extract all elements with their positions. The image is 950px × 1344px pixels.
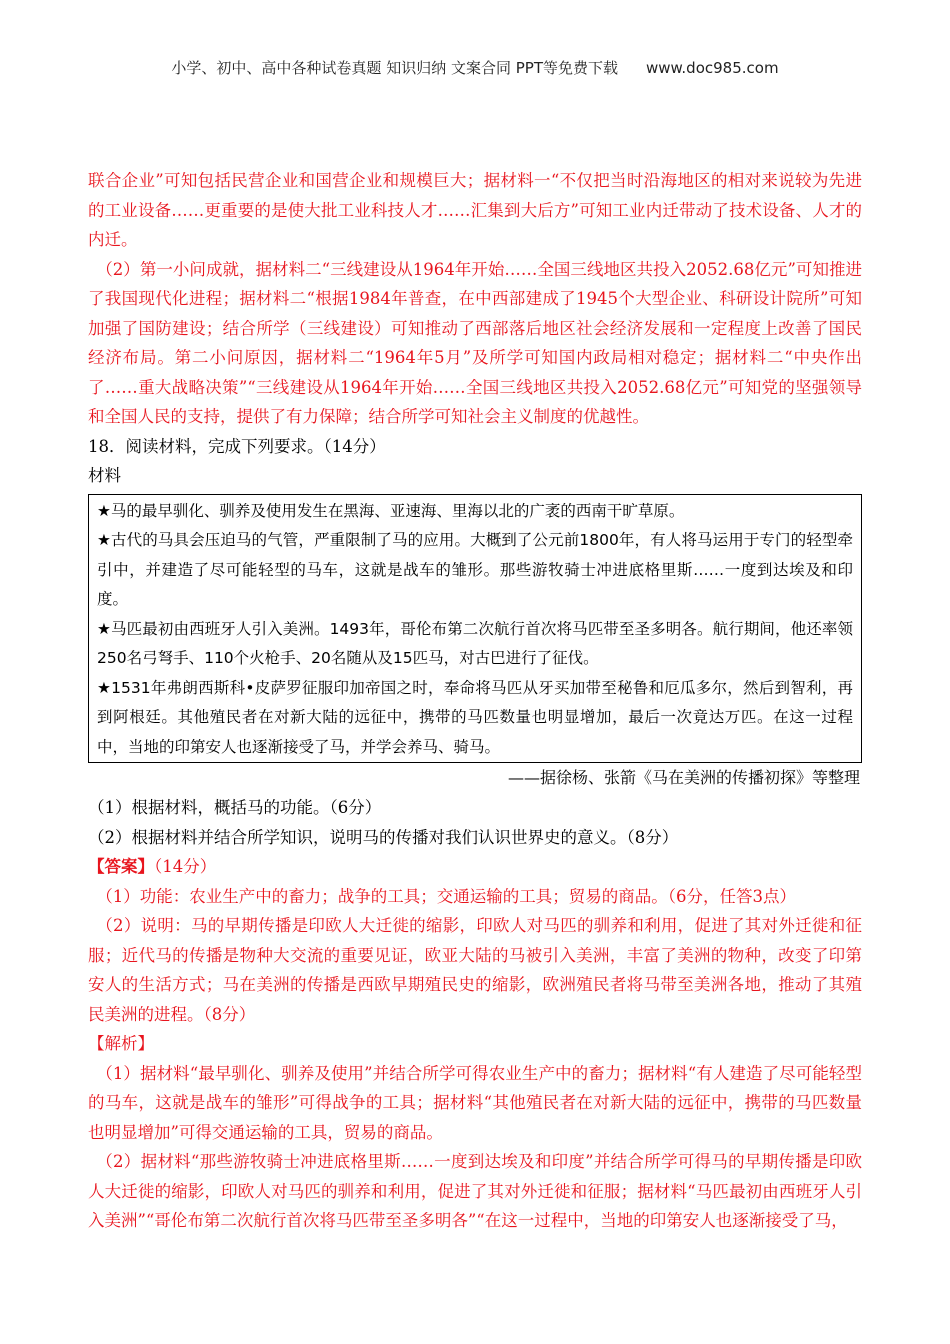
- header-text: 小学、初中、高中各种试卷真题 知识归纳 文案合同 PPT等免费下载: [171, 59, 618, 77]
- material-box: [88, 494, 862, 764]
- sub-question-2: （2）根据材料并结合所学知识，说明马的传播对我们认识世界史的意义。（8分）: [88, 827, 679, 847]
- analysis-header: [88, 1029, 862, 1059]
- answer-1: （1）功能：农业生产中的畜力；战争的工具；交通运输的工具；贸易的商品。（6分，任答3点）: [96, 886, 796, 906]
- material-label: 材料: [88, 466, 121, 485]
- page-header: [0, 57, 950, 78]
- material-item: ★古代的马具会压迫马的气管，严重限制了马的应用。大概到了公元前1800年，有人将马运用于专门的轻型牵引中，并建造了尽可能轻型的马车，这就是战车的雏形。那些游牧骑士冲进底格里斯……一度到达埃及和印度。: [97, 531, 853, 608]
- prev-answer-para2: （2）第一小问成就，据材料二“三线建设从1964年开始……全国三线地区共投入2052.68亿元”可知推进了我国现代化进程；据材料二“根据1984年普查，在中西部建成了1945个大型企业、科研设计院所”可知加强了国防建设；结合所学（三线建设）可知推动了西部落后地区社会经济发展和一定程度上改善了国民经济布局。第二小问原因，据材料二“1964年5月”及所学可知国内政局相对稳定；据材料二“中央作出了……重大战略决策”“三线建设从1964年开始……全国三线地区共投入2052.68亿元”可知党的坚强领导和全国人民的支持，提供了有力保障；结合所学可知社会主义制度的优越性。: [88, 259, 862, 426]
- material-item: ★1531年弗朗西斯科•皮萨罗征服印加帝国之时，奉命将马匹从牙买加带至秘鲁和厄瓜多尔，然后到智利，再到阿根廷。其他殖民者在对新大陆的远征中，携带的马匹数量也明显增加，最后一次竟达万匹。在这一过程中，当地的印第安人也逐渐接受了马，并学会养马、骑马。: [97, 678, 853, 756]
- material-item: ★马匹最初由西班牙人引入美洲。1493年，哥伦布第二次航行首次将马匹带至圣多明各。航行期间，他还率领250名弓弩手、110个火枪手、20名随从及15匹马，对古巴进行了征伐。: [97, 619, 853, 667]
- page-content: [88, 166, 862, 1236]
- material-item: ★马的最早驯化、驯养及使用发生在黑海、亚速海、里海以北的广袤的西南干旷草原。: [97, 501, 685, 520]
- question-18-stem: 18．阅读材料，完成下列要求。（14分）: [88, 436, 386, 456]
- sub-question-1: （1）根据材料，概括马的功能。（6分）: [88, 798, 382, 817]
- prev-answer-para1: 联合企业”可知包括民营企业和国营企业和规模巨大；据材料一“不仅把当时沿海地区的相对来说较为先进的工业设备……更重要的是使大批工业科技人才……汇集到大后方”可知工业内迁带动了技术设备、人才的内迁。: [88, 171, 862, 249]
- header-url[interactable]: www.doc985.com: [645, 59, 779, 77]
- analysis-2: （2）据材料“那些游牧骑士冲进底格里斯……一度到达埃及和印度”并结合所学可得马的早期传播是印欧人大迁徙的缩影，印欧人对马匹的驯养和利用，促进了其对外迁徙和征服；据材料“马匹最初由西班牙人引入美洲”“哥伦布第二次航行首次将马匹带至圣多明各”“在这一过程中，当地的印第安人也逐渐接受了马，: [88, 1152, 862, 1230]
- answer-score: （14分）: [154, 857, 217, 876]
- answer-header: [88, 852, 862, 882]
- answer-2: （2）说明：马的早期传播是印欧人大迁徙的缩影，印欧人对马匹的驯养和利用，促进了其对外迁徙和征服；近代马的传播是物种大交流的重要见证，欧亚大陆的马被引入美洲，丰富了美洲的物种，改变了印第安人的生活方式；马在美洲的传播是西欧早期殖民史的缩影，欧洲殖民者将马带至美洲各地，推动了其殖民美洲的进程。（8分）: [88, 916, 862, 1024]
- analysis-tag: 【解析】: [88, 1034, 154, 1053]
- analysis-1: （1）据材料“最早驯化、驯养及使用”并结合所学可得农业生产中的畜力；据材料“有人建造了尽可能轻型的马车，这就是战车的雏形”可得战争的工具；据材料“其他殖民者在对新大陆的远征中，携带的马匹数量也明显增加”可得交通运输的工具，贸易的商品。: [88, 1063, 862, 1142]
- material-source: ——据徐杨、张箭《马在美洲的传播初探》等整理: [507, 768, 860, 787]
- answer-tag: 【答案】: [88, 857, 154, 876]
